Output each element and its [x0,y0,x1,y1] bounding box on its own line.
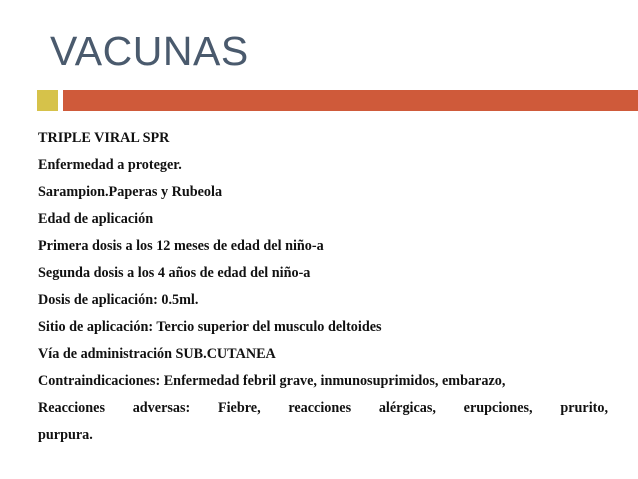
body-line: Primera dosis a los 12 meses de edad del niño-a [38,238,324,254]
slide-title: VACUNAS [50,28,249,74]
title-accent-red [63,90,638,111]
adverse-word: adversas: [132,400,191,416]
title-accent-yellow [37,90,58,111]
body-line: Contraindicaciones: Enfermedad febril grave, inmunosuprimidos, embarazo, [38,373,506,389]
body-line: Edad de aplicación [38,211,154,227]
adverse-reactions-line [38,395,608,422]
body-line: purpura. [38,427,93,443]
body-line: Enfermedad a proteger. [38,157,182,173]
adverse-word: reacciones [288,400,352,416]
body-line: Segunda dosis a los 4 años de edad del niño-a [38,265,311,281]
body-line: Sitio de aplicación: Tercio superior del musculo deltoides [38,319,382,335]
adverse-word: prurito, [560,400,608,416]
slide-body [38,125,608,449]
adverse-word: Fiebre, [217,400,261,416]
body-line: Dosis de aplicación: 0.5ml. [38,292,199,308]
adverse-word: alérgicas, [378,400,436,416]
adverse-word: Reacciones [38,400,105,416]
body-line: Sarampion.Paperas y Rubeola [38,184,223,200]
adverse-word: erupciones, [463,400,533,416]
body-line: TRIPLE VIRAL SPR [38,130,170,146]
body-line: Vía de administración SUB.CUTANEA [38,346,276,362]
